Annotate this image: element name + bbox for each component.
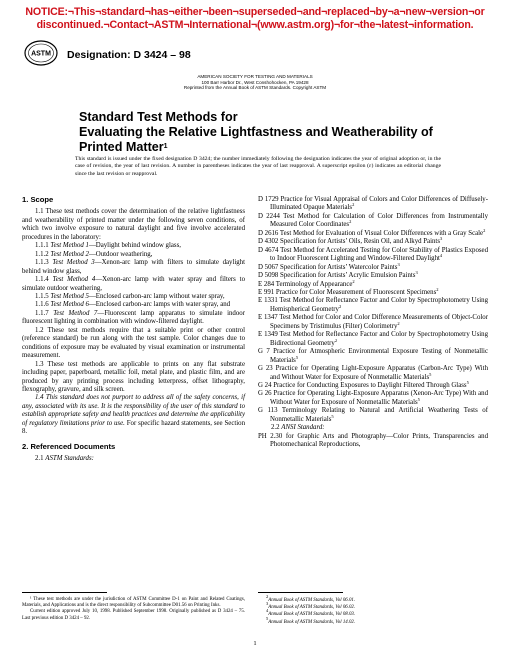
footnote-mark: 3: [266, 601, 269, 607]
reference-footnote-mark: 5: [417, 396, 420, 402]
footnote-list: [258, 594, 488, 626]
astm-reference: [258, 314, 488, 331]
test-method-label: Test Method 2: [50, 250, 89, 258]
society-header: [0, 74, 510, 91]
test-method-description: —Fluorescent lamp apparatus to simulate indoor fluorescent lighting in combination with window-filtered daylight.: [22, 309, 245, 326]
reference-footnote-mark: 2: [483, 227, 486, 233]
astm-reference: [258, 379, 488, 390]
subsection-label: ANSI Standard:: [281, 424, 325, 432]
reference-text: D 5098 Specification for Artists’ Acrylic Emulsion Paints: [258, 272, 416, 280]
test-method-description: —Enclosed carbon-arc lamps with water spray, and: [88, 301, 231, 309]
test-method-description: —Xenon-arc lamp with filters to simulate daylight behind window glass,: [22, 259, 246, 275]
astm-reference: [258, 213, 488, 230]
reference-text: D 4302 Specification for Artists’ Oils, Resin Oil, and Alkyd Paints: [258, 238, 440, 246]
test-method-description: —Enclosed carbon-arc lamp without water spray,: [88, 292, 225, 300]
footnote-mark: 5: [266, 615, 269, 621]
reference-footnote-mark: 5: [295, 354, 299, 360]
section-heading-referenced-documents: 2. Referenced Documents: [22, 441, 116, 451]
scope-item: [22, 251, 245, 259]
footnotes-left: [22, 592, 245, 622]
paragraph-1-3: 1.3 These test methods are applicable to prints on any flat substrate including paper, paperboard, metallic foil, metal plate, and plastic film, and are produced by any printing process including letterpress, offset lithography, flexography, gravure, and silk screen.: [22, 360, 245, 393]
astm-reference: [258, 390, 488, 407]
reference-text: G 24 Practice for Conducting Exposures to Daylight Filtered Through Glass: [258, 381, 467, 389]
scope-item-number: 1.1.7: [35, 309, 49, 317]
reference-footnote-mark: 5: [429, 371, 432, 377]
reference-footnote-mark: 2: [334, 337, 338, 343]
scope-item-number: 1.1.5: [35, 292, 49, 300]
astm-logo-icon: [24, 40, 58, 66]
scope-item-list: [22, 242, 245, 327]
society-name: AMERICAN SOCIETY FOR TESTING AND MATERIALS: [197, 74, 313, 79]
astm-standards-subheading: [22, 455, 245, 463]
reference-footnote-mark: 2: [338, 303, 342, 309]
subsection-number: 2.1: [35, 455, 44, 463]
test-method-description: —Xenon-arc lamp with water spray and filters to simulate outdoor weathering,: [22, 276, 245, 292]
scope-item-number: 1.1.1: [35, 242, 49, 250]
reference-text: D 2244 Test Method for Calculation of Color Differences from Instrumentally Measured Color Coordinates: [258, 212, 488, 229]
footnote-mark: 4: [266, 608, 269, 614]
footnote-text: Annual Book of ASTM Standards, Vol 06.01.: [268, 598, 356, 603]
test-method-description: —Outdoor weathering,: [88, 250, 153, 258]
test-method-label: Test Method 3: [52, 259, 95, 267]
test-method-label: Test Method 7: [53, 309, 98, 317]
test-method-label: Test Method 1: [50, 242, 89, 250]
paragraph-1-4: [22, 394, 245, 436]
footnote-text: Annual Book of ASTM Standards, Vol 08.03.: [268, 612, 356, 618]
scope-item-number: 1.1.3: [35, 259, 49, 267]
footnote: [258, 594, 488, 607]
astm-reference-list: [258, 196, 488, 424]
reference-footnote-mark: 2: [352, 278, 355, 284]
scope-item-number: 1.1.4: [35, 276, 49, 284]
reference-footnote-mark: 5: [331, 413, 334, 419]
astm-reference: [258, 348, 488, 365]
footnote-1: ¹ These test methods are under the jurisdiction of ASTM Committee D-1 on Paint and Related Coatings, Materials, and Applications and is the direct responsibility of Subcommittee D01.56 on Printing Inks.: [22, 597, 245, 609]
reference-footnote-mark: 2: [436, 286, 439, 292]
reference-text: D 5067 Specification for Artists’ Watercolor Paints: [258, 263, 398, 271]
notice-line-2: discontinued.¬Contact¬ASTM¬International¬(www.astm.org)¬for¬the¬latest¬information.: [36, 19, 474, 31]
astm-reference: [258, 261, 488, 272]
title-line: Standard Test Methods for: [79, 110, 238, 124]
reference-text: D 2616 Test Method for Evaluation of Visual Color Differences with a Gray Scale: [258, 229, 484, 237]
reference-text: G 26 Practice for Operating Light-Exposure Apparatus (Xenon-Arc Type) With and Without Water for Exposure of Nonmetallic Materials: [258, 390, 488, 406]
reprint-notice: Reprinted from the Annual Book of ASTM Standards. Copyright ASTM: [183, 85, 327, 91]
scope-item: [22, 293, 245, 301]
reference-footnote-mark: 2: [397, 320, 400, 326]
astm-reference: [258, 331, 488, 348]
page-number: 1: [253, 640, 257, 647]
supersession-notice: [0, 6, 510, 32]
scope-item: [22, 276, 245, 293]
standard-issuance-note: This standard is issued under the fixed designation D 3424; the number immediately following the designation indicates the year of original adoption or, in the case of revision, the year of last revision. A number in parentheses indicates the year of last reapproval. A superscript epsilon (ε) indicates an editorial change since the last revision or reapproval.: [75, 156, 441, 177]
footnote-rule: [258, 592, 343, 593]
scope-item-number: 1.1.2: [35, 250, 49, 258]
scope-item: [22, 242, 245, 250]
astm-reference: [258, 247, 488, 264]
footnote-mark: 2: [266, 594, 269, 599]
title-text: Printed Matter: [79, 140, 164, 154]
reference-text: E 1349 Test Method for Reflectance Factor and Color by Spectrophotometry Using Bidirectional Geometry: [258, 331, 488, 347]
reference-text: G 23 Practice for Operating Light-Exposure Apparatus (Carbon-Arc Type) With and Without Water for Exposure of Nonmetallic Materials: [258, 365, 488, 381]
ansi-standard-subheading: [258, 424, 488, 432]
reference-text: G 7 Practice for Atmospheric Environmental Exposure Testing of Nonmetallic Materials: [258, 348, 488, 364]
reference-text: G 113 Terminology Relating to Natural and Artificial Weathering Tests of Nonmetallic Materials: [258, 407, 488, 423]
astm-reference: [258, 238, 488, 246]
astm-reference: [258, 365, 488, 382]
hazard-reference: For specific hazard statements, see Section 8.: [22, 419, 246, 436]
footnote-text: Annual Book of ASTM Standards, Vol 14.02.: [268, 619, 356, 625]
scope-item: [22, 259, 245, 276]
safety-statement: 1.4 This standard does not purport to address all of the safety concerns, if any, associated with its use. It is the responsibility of the user of this standard to establish appropriate safety and health practices and determine the applicability of regulatory limitations prior to use.: [22, 394, 245, 427]
reference-footnote-mark: 5: [466, 379, 469, 385]
test-method-label: Test Method 6: [50, 301, 89, 309]
astm-reference: [258, 286, 488, 297]
reference-text: D 1729 Practice for Visual Appraisal of Colors and Color Differences of Diffusely-Illuminated Opaque Materials: [258, 196, 488, 212]
footnotes-right: [258, 592, 488, 626]
astm-reference: [258, 297, 488, 314]
subsection-number: 2.2: [271, 424, 280, 432]
astm-reference: [258, 196, 488, 213]
scope-item: [22, 310, 245, 327]
reference-text: E 1331 Test Method for Reflectance Factor and Color by Spectrophotometry Using Hemispherical Geometry: [258, 297, 488, 313]
section-heading-scope: 1. Scope: [22, 195, 54, 204]
reference-text: E 991 Practice for Color Measurement of Fluorescent Specimens: [258, 288, 437, 296]
reference-footnote-mark: 3: [439, 236, 443, 242]
reference-footnote-mark: 3: [415, 270, 418, 276]
left-column: [22, 196, 245, 464]
title-footnote-mark: 1: [163, 143, 168, 150]
notice-line-1: NOTICE:¬This¬standard¬has¬either¬been¬superseded¬and¬replaced¬by¬a¬new¬version¬or: [25, 6, 485, 18]
right-column: [258, 196, 488, 450]
footnote-rule: [22, 592, 107, 593]
test-method-label: Test Method 5: [50, 292, 89, 300]
document-title: [79, 110, 439, 155]
astm-reference: [258, 227, 488, 238]
scope-item-number: 1.1.6: [35, 301, 49, 309]
astm-reference: [258, 407, 488, 424]
logo-text: ASTM: [31, 50, 51, 58]
reference-footnote-mark: 2: [352, 202, 355, 208]
test-method-label: Test Method 4: [52, 276, 96, 284]
astm-reference: [258, 272, 488, 280]
scope-item: [22, 301, 245, 309]
test-method-description: —Daylight behind window glass,: [88, 242, 181, 250]
ansi-reference: PH 2.30 for Graphic Arts and Photography—Color Prints, Transparencies and Photomechanical Reproductions,: [258, 432, 488, 449]
paragraph-1-2: 1.2 These test methods require that a suitable print or other control (reference standard) be run along with the test sample. Color changes due to conditions of exposure may be evaluated by visual examination or instrumental measurement.: [22, 326, 245, 360]
subsection-label: ASTM Standards:: [45, 455, 94, 463]
title-line: [79, 140, 439, 155]
designation: Designation: D 3424 – 98: [67, 49, 191, 61]
reference-footnote-mark: 2: [349, 219, 352, 225]
paragraph-1-1: 1.1 These test methods cover the determination of the relative lightfastness and weatherability of printed matter under the following seven conditions, of which two involve exposure to natural daylight and five involve accelerated procedures in the laboratory:: [22, 208, 245, 241]
reference-text: D 4674 Test Method for Accelerated Testing for Color Stability of Plastics Exposed to Indoor Fluorescent Lighting and Window-Filtered Daylight: [258, 246, 488, 263]
reference-text: E 284 Terminology of Appearance: [258, 280, 353, 288]
reference-footnote-mark: 3: [397, 261, 400, 267]
footnote: [258, 601, 488, 614]
reference-text: E 1347 Test Method for Color and Color Difference Measurements of Object-Color Specimens by Tristimulus (Filter) Colorimetry: [258, 314, 488, 330]
title-line: Evaluating the Relative Lightfastness and Weatherability of: [79, 125, 433, 139]
footnote-text: Annual Book of ASTM Standards, Vol 06.02.: [268, 605, 356, 611]
astm-reference: [258, 278, 488, 289]
footnote-1-edition: Current edition approved July 10, 1998. Published September 1998. Originally published as D 3424 – 75. Last previous edition D 3424 – 92.: [22, 609, 245, 621]
society-address: 100 Barr Harbor Dr., West Conshohocken, PA 19428: [201, 79, 309, 85]
reference-footnote-mark: 4: [439, 253, 443, 259]
